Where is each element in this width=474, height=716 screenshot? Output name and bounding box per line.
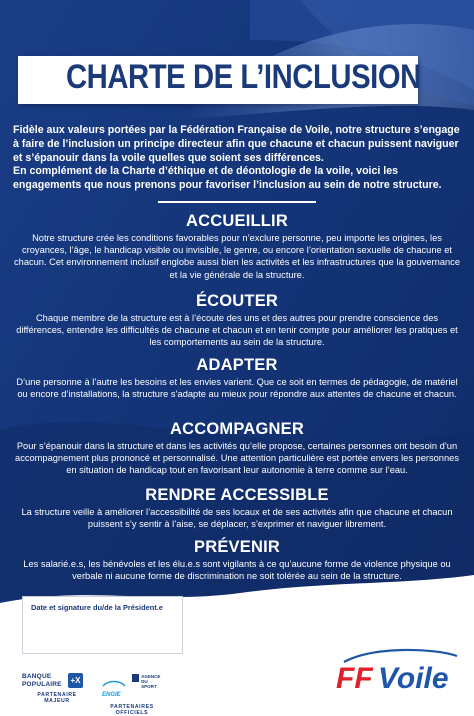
- section-accueillir: [12, 212, 462, 281]
- signature-label: Date et signature du/de la Président.e: [31, 603, 163, 612]
- agence-sport-logo: [132, 674, 162, 689]
- section-adapter: [12, 356, 462, 400]
- bp-line: BANQUE: [22, 673, 52, 680]
- logo-ff-text: FF: [336, 662, 373, 695]
- partner-label: PARTENAIRE: [37, 692, 77, 698]
- bp-line: POPULAIRE: [22, 680, 62, 688]
- partner-label: MAJEUR: [44, 698, 70, 704]
- section-heading: ADAPTER: [196, 356, 278, 374]
- section-heading: ÉCOUTER: [195, 292, 279, 310]
- engie-arc-icon: [102, 680, 126, 687]
- section-accompagner: [12, 420, 462, 477]
- agence-text: AGENCE: [141, 674, 161, 679]
- partner-label: OFFICIELS: [115, 710, 149, 716]
- section-heading: ACCOMPAGNER: [170, 420, 304, 438]
- intro-text: [13, 124, 463, 193]
- intro-paragraph: En complément de la Charte d’éthique et de déontologie de la voile, voici les engagements que nous prenons pour favoriser l’inclusion au sein de notre structure.: [13, 165, 442, 192]
- official-partners-logos: [102, 674, 162, 716]
- page-title: CHARTE DE L’INCLUSION: [66, 58, 421, 96]
- signature-box[interactable]: [22, 596, 183, 654]
- partner-label: PARTENAIRES: [110, 704, 154, 710]
- section-rendre-accessible: [12, 486, 462, 530]
- agence-mark-icon: [132, 674, 139, 682]
- section-text: D’une personne à l’autre les besoins et les envies varient. Que ce soit en termes de pédagogie, de matériel ou encore d’installations, la structure s’adapte au mieux pour répondre aux attentes de chacune et chacun.: [16, 377, 458, 400]
- engie-logo: [102, 674, 126, 698]
- ffvoile-logo: [334, 648, 459, 694]
- section-heading: ACCUEILLIR: [186, 212, 288, 230]
- divider: [158, 201, 316, 203]
- intro-paragraph: Fidèle aux valeurs portées par la Fédération Française de Voile, notre structure s’engage à faire de l’inclusion un principe directeur afin que chacune et chacun puissent naviguer et s’épanouir dans la voile quelles que soient ses différences.: [13, 124, 460, 164]
- section-text: Pour s’épanouir dans la structure et dans les activités qu’elle propose, certaines personnes ont besoin d’un accompagnement plus prononcé et personnalisé. Une attention particulière est portée envers les personnes en situation de handicap tout en favorisant leur autonomie à terre comme sur l’eau.: [15, 441, 459, 476]
- section-text: Les salarié.e.s, les bénévoles et les élu.e.s sont vigilants à ce qu’aucune forme de violence physique ou verbale ni aucune forme de discrimination ne soit tolérée au sein de la structure.: [23, 559, 451, 582]
- section-heading: PRÉVENIR: [194, 538, 280, 556]
- bp-mark-icon: +X: [68, 673, 83, 688]
- engie-text: ENGIE: [102, 692, 121, 698]
- section-heading: RENDRE ACCESSIBLE: [145, 486, 329, 504]
- section-text: Notre structure crée les conditions favorables pour n’exclure personne, peu importe les origines, les croyances, l’âge, le handicap visible ou invisible, le genre, ou encore l’orientation sexuelle de chacune et chacun. Cet environnement inclusif englobe aussi bien les activités et les infrastructures que la gouvernance et la vie générale de la structure.: [14, 233, 460, 280]
- section-text: La structure veille à améliorer l’accessibilité de ses locaux et de ses activités afin que chacune et chacun puissent s’y sentir à l’aise, se déplacer, s’exprimer et naviguer librement.: [21, 507, 453, 530]
- agence-text: DU SPORT: [141, 679, 157, 689]
- logo-voile-text: Voile: [378, 662, 449, 695]
- section-ecouter: [12, 292, 462, 349]
- banque-populaire-logo: [22, 673, 92, 707]
- section-text: Chaque membre de la structure est à l’écoute des uns et des autres pour prendre conscience des différences, entendre les difficultés de chacune et chacun et en tenir compte pour améliorer les pratiques et les comportements au sein de la structure.: [16, 313, 458, 348]
